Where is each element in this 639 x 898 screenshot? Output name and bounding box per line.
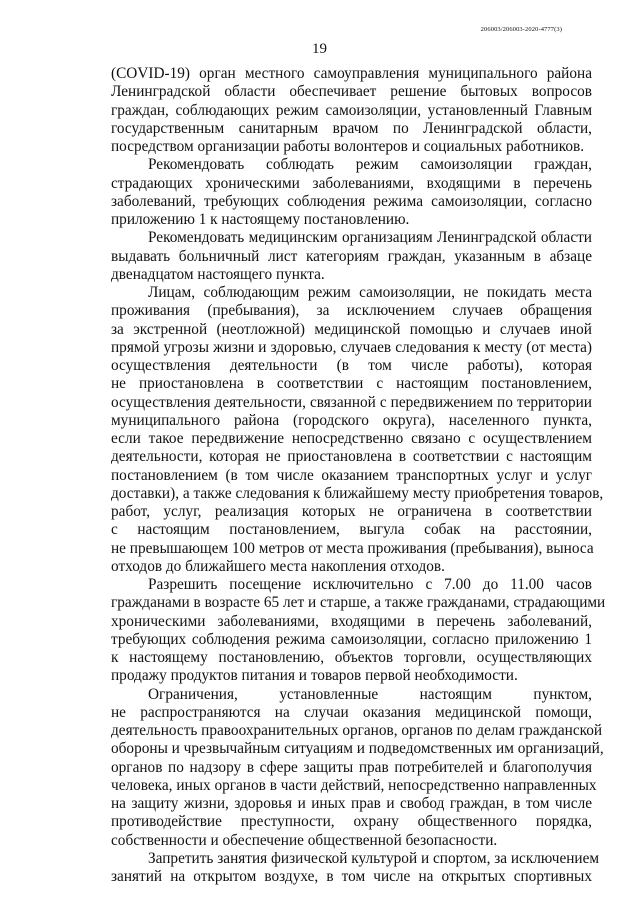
text-line: не приостановлена в соответствии с настоящим постановлением,: [111, 375, 592, 393]
paragraph: [111, 65, 592, 156]
text-line: занятий на открытом воздухе, в том числе на открытых спортивных: [111, 868, 592, 885]
paragraph: [111, 685, 604, 850]
document-id: 206003/206003-2020-4777(3): [480, 26, 562, 33]
text-line: работ, услуг, реализация которых не ограничена в соответствии: [111, 503, 592, 520]
text-line: органов по надзору в сфере защиты прав потребителей и благополучия: [111, 758, 592, 776]
text-line: Запретить занятия физической культурой и спортом, за исключением: [148, 849, 600, 867]
text-line: двенадцатом настоящего пункта.: [111, 265, 325, 283]
text-line: деятельность правоохранительных органов, органов по делам гражданской: [111, 722, 603, 739]
text-line: Лицам, соблюдающим режим самоизоляции, не покидать места: [148, 284, 592, 301]
paragraph: [111, 849, 600, 887]
text-line: доставки), а также следования к ближайшему месту приобретения товаров,: [111, 484, 604, 502]
text-line: отходов до ближайшего места накопления отходов.: [111, 557, 445, 575]
text-line: хроническими заболеваниями, входящими в перечень заболеваний,: [111, 612, 592, 630]
text-line: постановлением (в том числе оказанием транспортных услуг и услуг: [111, 466, 592, 484]
text-line: Рекомендовать соблюдать режим самоизоляции граждан,: [148, 156, 592, 174]
text-line: страдающих хроническими заболеваниями, входящими в перечень: [111, 174, 592, 192]
document-body: [111, 65, 606, 886]
text-line: муниципального района (городского округа), населенного пункта,: [111, 411, 592, 429]
text-line: не распространяются на случаи оказания медицинской помощи,: [111, 703, 592, 721]
text-line: обороны и чрезвычайным ситуациям и подведомственных им организаций,: [111, 740, 604, 758]
text-line: заболеваний, требующих соблюдения режима самоизоляции, согласно: [111, 192, 592, 210]
text-line: приложению 1 к настоящему постановлению.: [111, 211, 410, 228]
text-line: к настоящему постановлению, объектов торговли, осуществляющих: [111, 649, 592, 666]
paragraph: [111, 284, 604, 576]
text-line: требующих соблюдения режима самоизоляции, согласно приложению 1: [111, 630, 592, 648]
text-line: на защиту жизни, здоровья и иных прав и свобод граждан, в том числе: [111, 795, 592, 812]
text-line: не превышающем 100 метров от места проживания (пребывания), выноса: [111, 539, 594, 557]
text-line: (COVID-19) орган местного самоуправления муниципального района: [111, 65, 592, 82]
text-line: осуществления деятельности, связанной с передвижением по территории: [111, 393, 592, 411]
text-line: продажу продуктов питания и товаров первой необходимости.: [111, 667, 518, 685]
text-line: противодействие преступности, охрану общественного порядка,: [111, 813, 592, 831]
text-line: Рекомендовать медицинским организациям Ленинградской области: [148, 229, 592, 247]
text-line: гражданами в возрасте 65 лет и старше, а также гражданами, страдающими: [111, 594, 606, 612]
paragraph: [111, 156, 592, 229]
text-line: Ленинградской области обеспечивает решение бытовых вопросов: [111, 83, 592, 101]
text-line: Ограничения, установленные настоящим пунктом,: [148, 685, 592, 703]
text-line: за экстренной (неотложной) медицинской помощью и случаев иной: [111, 320, 592, 338]
text-line: деятельности, которая не приостановлена в соответствии с настоящим: [111, 448, 592, 466]
text-line: посредством организации работы волонтеров и социальных работников.: [111, 138, 585, 155]
page-number: 19: [312, 41, 327, 57]
text-line: государственным санитарным врачом по Ленинградской области,: [111, 119, 592, 137]
text-line: собственности и обеспечение общественной безопасности.: [111, 831, 498, 849]
text-line: прямой угрозы жизни и здоровью, случаев следования к месту (от места): [111, 338, 592, 356]
text-line: граждан, соблюдающих режим самоизоляции, установленный Главным: [111, 101, 592, 119]
paragraph: [111, 576, 606, 686]
text-line: выдавать больничный лист категориям граждан, указанным в абзаце: [111, 247, 592, 265]
text-line: осуществления деятельности (в том числе работы), которая: [111, 357, 592, 374]
text-line: человека, иных органов в части действий, непосредственно направленных: [111, 776, 597, 794]
text-line: с настоящим постановлением, выгула собак на расстоянии,: [111, 521, 592, 539]
text-line: проживания (пребывания), за исключением случаев обращения: [111, 302, 592, 320]
text-line: если такое передвижение непосредственно связано с осуществлением: [111, 430, 592, 447]
paragraph: [111, 229, 592, 284]
text-line: Разрешить посещение исключительно с 7.00 до 11.00 часов: [148, 576, 592, 593]
